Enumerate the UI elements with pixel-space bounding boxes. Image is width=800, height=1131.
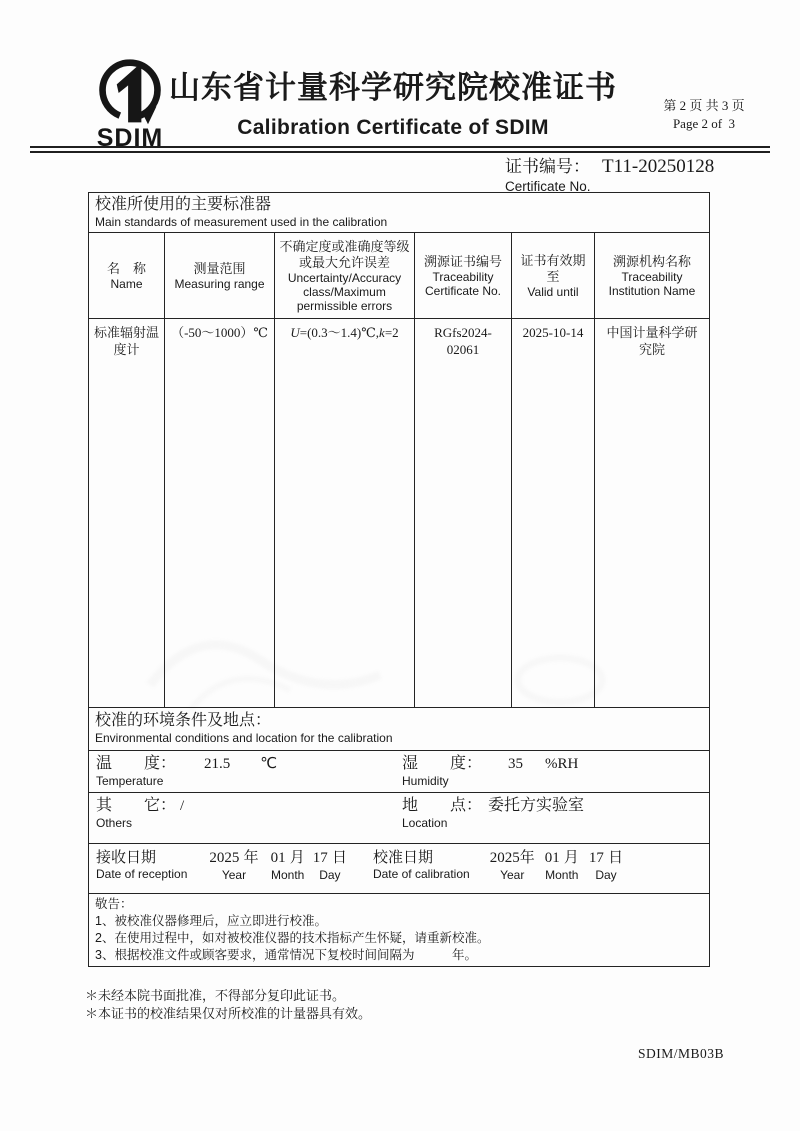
col-header-name: 名 称 Name [106,260,146,291]
footnotes [85,987,371,1023]
location-field [400,793,709,843]
dates-row [89,844,709,894]
footnote-1: ＊未经本院书面批准，不得部分复印此证书。 [85,988,346,1003]
notice-section [89,894,709,966]
certificate-number-label-zh: 证书编号： [505,157,590,176]
page-indicator-zh: 第 2 页 共 3 页 [663,98,745,113]
others-location-row [89,793,709,844]
calibration-date-label: 校准日期 Date of calibration [372,849,470,881]
environment-section-header [89,708,709,751]
others-label-zh: 其 它： [96,797,177,814]
environment-title-en: Environmental conditions and location for the calibration [95,731,393,745]
main-table [88,192,710,967]
notice-line-1: 1、被校准仪器修理后，应立即进行校准。 [95,914,327,928]
temperature-label-en: Temperature [96,774,164,788]
calibration-day: 17 日 Day [588,849,624,882]
notice-title: 敬告： [95,897,133,911]
humidity-label-zh: 湿 度： [402,755,483,772]
calibration-year: 2025年 Year [489,849,535,882]
std-valid-until-cell: 2025-10-14 [511,319,594,707]
temperature-humidity-row [89,751,709,793]
std-uncertainty-cell: U=(0.3～1.4)℃,k=2 [274,319,414,707]
col-header-uncertainty: 不确定度或准确度等级或最大允许误差 Uncertainty/Accuracy class/Maximum permissible errors [274,233,414,318]
col-header-institution: 溯源机构名称 Traceability Institution Name [594,233,709,318]
certificate-number [505,152,714,194]
others-value: / [180,798,185,814]
col-header-valid-until: 证书有效期至 Valid until [511,233,594,318]
humidity-unit: %RH [545,756,579,772]
standards-data-row [89,319,709,708]
certificate-number-label-en: Certificate No. [505,179,591,194]
title-zh: 山东省计量科学研究院校准证书 [169,70,617,105]
standards-column-headers [89,233,709,319]
location-label-en: Location [402,816,448,830]
humidity-value: 35 [508,756,524,772]
title-en: Calibration Certificate of SDIM [237,116,549,139]
reception-date-label: 接收日期 Date of reception [96,849,188,881]
humidity-field [400,751,709,792]
reception-month: 01 月 Month [270,849,305,882]
footnote-2: ＊本证书的校准结果仅对所校准的计量器具有效。 [85,1006,372,1021]
page-indicator-en: Page 2 of 3 [672,116,736,131]
col-header-trace-cert: 溯源证书编号 Traceability Certificate No. [414,233,511,318]
std-trace-cert-cell: RGfs2024-02061 [414,319,511,707]
calibration-month: 01 月 Month [544,849,579,882]
humidity-label-en: Humidity [402,774,449,788]
standards-title-en: Main standards of measurement used in the calibration [95,215,388,229]
std-range-cell: （-50～1000）℃ [164,319,274,707]
environment-title-zh: 校准的环境条件及地点： [95,712,272,729]
notice-line-2: 2、在使用过程中，如对被校准仪器的技术指标产生怀疑，请重新校准。 [95,931,490,945]
notice-line-3: 3、根据校准文件或顾客要求，通常情况下复校时间间隔为 年。 [95,948,477,962]
col-header-range: 测量范围 Measuring range [164,233,274,318]
reception-year: 2025 年 Year [209,849,259,882]
certificate-title [158,62,628,140]
temperature-field [89,751,400,792]
reception-day: 17 日 Day [312,849,347,882]
temperature-value: 21.5 [204,756,231,772]
std-name-cell: 标准辐射温度计 [93,325,159,357]
temperature-label-zh: 温 度： [96,755,177,772]
certificate-number-value: T11-20250128 [602,156,715,177]
location-value: 委托方实验室 [488,797,585,814]
standards-section-header [89,193,709,233]
page-indicator [628,97,780,133]
std-institution-cell: 中国计量科学研究院 [594,319,709,707]
logo-text: SDIM [96,124,164,152]
temperature-unit: ℃ [260,755,278,772]
others-label-en: Others [96,816,133,830]
location-label-zh: 地 点： [402,797,483,814]
others-field [89,793,400,843]
standards-title-zh: 校准所使用的主要标准器 [95,196,272,213]
form-code: SDIM/MB03B [638,1046,725,1061]
